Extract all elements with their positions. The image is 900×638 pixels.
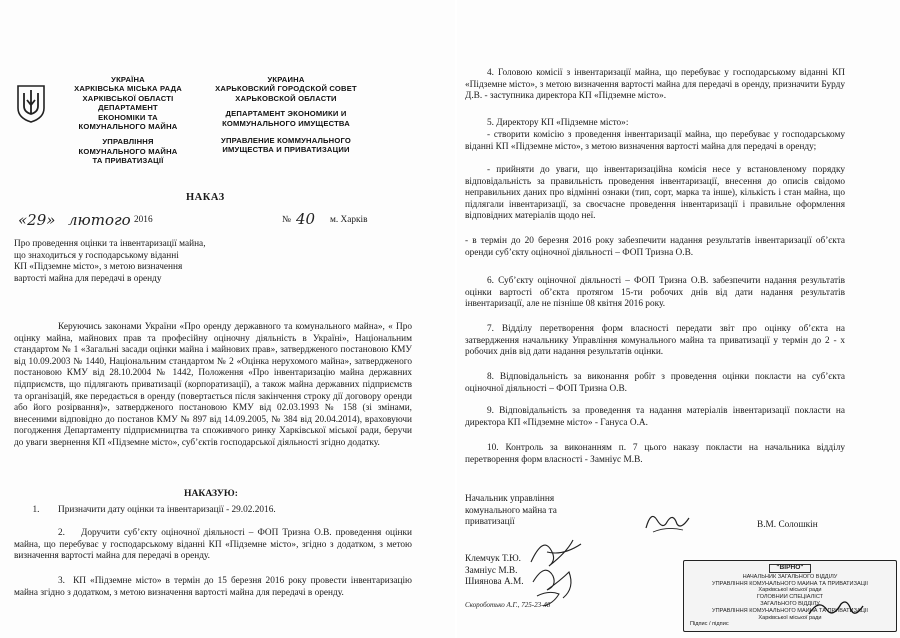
signature-position — [465, 494, 635, 529]
order-item-5-b: - прийняти до уваги, що інвентаризаційна комісія несе у встановленому порядку відповідальність за правильність проведення інвентаризації, внесення до описів свідомо неправильних даних про відмінні ознаки (тип, сорт, марка та інше), кількість і стан майна, що підлягали інвентаризації, за своєчасне проведення інвентаризації і правильне оформлення відповідних матеріалів щодо неї. — [465, 165, 845, 222]
stamp-footer: Підпис / підпис — [690, 621, 729, 628]
order-item-1 — [14, 505, 412, 517]
trident-coat-of-arms-icon — [16, 84, 46, 124]
header-line: КОММУНАЛЬНОГО ИМУЩЕСТВА — [222, 118, 350, 128]
stamp-signature-icon — [807, 596, 865, 622]
approval-signatures-icon — [523, 532, 589, 608]
item-text: Призначити дату оцінки та інвентаризації - 29.02.2016. — [58, 505, 276, 515]
header-line: УПРАВЛЕНИЕ КОММУНАЛЬНОГО — [221, 136, 351, 146]
order-item-5-a: - створити комісію з проведення інвентаризації майна, що перебуває у господарському віданні КП «Підземне місто», з метою визначення вартості майна для передачі в оренду; — [465, 130, 845, 152]
header-line: ДЕПАРТАМЕНТ — [98, 103, 158, 113]
stamp-line: УПРАВЛІННЯ КОМУНАЛЬНОГО МАЙНА ТА ПРИВАТИЗАЦІЇ — [712, 607, 868, 614]
order-year: 2016 — [134, 215, 153, 225]
header-line: ИМУЩЕСТВА И ПРИВАТИЗАЦИИ — [222, 145, 350, 155]
stamp-line: Харківської міської ради — [758, 614, 822, 621]
position-line: приватизації — [465, 517, 515, 528]
header-russian — [206, 75, 366, 155]
header-line: ТА ПРИВАТИЗАЦІЇ — [92, 156, 164, 166]
order-number-label: № — [282, 215, 291, 225]
head-signature-icon — [643, 508, 691, 534]
right-page — [457, 0, 900, 638]
order-subject — [14, 239, 274, 285]
stamp-line: НАЧАЛЬНИК ЗАГАЛЬНОГО ВІДДІЛУ — [742, 573, 838, 580]
position-line: Начальник управління — [465, 494, 555, 504]
executor-line: Скороботько А.Г., 725-23-48 — [465, 601, 551, 609]
header-line: ЕКОНОМІКИ ТА — [98, 112, 158, 122]
stamp-line: Харківської міської ради — [758, 587, 822, 594]
approval-name: Замніус М.В. — [465, 565, 518, 576]
header-line: УКРАИНА — [267, 75, 305, 84]
order-item-8: 8. Відповідальність за виконання робіт з проведення оцінки покласти на суб’єкта оціночної діяльності – ФОП Тризна О.В. — [465, 372, 845, 394]
header-line: КОМУНАЛЬНОГО МАЙНА — [78, 122, 178, 132]
preamble-paragraph: Керуючись законами України «Про оренду державного та комунального майна», « Про оцінку майна, майнових прав та професійну оціночну діяльність в Україні», Національним стандартом № 1 «Загальні засади оцінки майна і майнових прав», затвердженого постановою КМУ від 10.09.2003 № 1440, Національним стандартом № 2 «Оцінка нерухомого майна», затвердженого постановою КМУ від 28.10.2004 № 1442, Положення «Про інвентаризацію майна державних підприємств, що підлягають приватизації (корпоратизації), а також майна державних підприємств та організацій, яке передається в оренду (повертається після закінчення строку дії договору оренди або його розірвання)», затвердженого постановою КМУ від 02.03.1993 № 158 (зі змінами, внесеними відповідно до постанов КМУ № 897 від 14.09.2005, № 384 від 20.04.2014), враховуючи погодження Департаменту підприємництва та споживчого ринку Харківської міської ради, беручи до уваги звернення КП «Підземне місто», суб’єктів господарської діяльності згідно додатку. — [14, 322, 412, 448]
order-item-2 — [14, 528, 412, 563]
header-line: ХАРЬКОВСКИЙ ГОРОДСКОЙ СОВЕТ — [215, 84, 357, 94]
item-text: КП «Підземне місто» в термін до 15 березня 2016 року провести інвентаризацію майна згідно з додатком, з метою визначення вартості майна для передачі в оренду. — [14, 576, 412, 598]
header-line: УКРАЇНА — [111, 75, 145, 84]
approval-name: Клемчук Т.Ю. — [465, 554, 521, 564]
order-title: НАКАЗ — [186, 192, 225, 203]
item-text: Доручити суб’єкту оціночної діяльності – ФОП Тризна О.В. проведення оцінки майна, що перебуває у господарському віданні КП «Підземне місто», згідно з додатком, з метою визначення вартості майна для передачі в оренду. — [14, 528, 413, 562]
order-month: лютого — [68, 211, 131, 229]
order-item-5-head: 5. Директору КП «Підземне місто»: — [487, 118, 629, 128]
stamp-line: ЗАГАЛЬНОГО ВІДДІЛУ — [760, 600, 820, 607]
order-item-9: 9. Відповідальність за проведення та надання матеріалів інвентаризації покласти на директора КП «Підземне місто» - Гануса О.А. — [465, 406, 845, 428]
item-number: 1. — [32, 505, 40, 515]
stamp-line: УПРАВЛІННЯ КОМУНАЛЬНОГО МАЙНА ТА ПРИВАТИЗАЦІЇ — [712, 580, 868, 587]
header-line: ХАРЬКОВСКОЙ ОБЛАСТИ — [235, 93, 337, 103]
order-number: 40 — [296, 210, 316, 228]
item-number: 3. — [58, 576, 65, 586]
order-day: «29» — [18, 211, 56, 229]
subject-line: КП «Підземне місто», з метою визначення — [14, 262, 183, 273]
order-date-line — [14, 210, 454, 229]
subject-line: вартості майна для передачі в оренду — [14, 273, 162, 284]
order-city: м. Харків — [330, 215, 368, 225]
position-line: комунального майна та — [465, 505, 557, 516]
order-item-3 — [14, 576, 412, 599]
header-line: УПРАВЛІННЯ — [102, 137, 154, 147]
nakazuyu-heading: НАКАЗУЮ: — [184, 488, 238, 499]
approval-name: Шиянова А.М. — [465, 577, 524, 588]
header-line: КОМУНАЛЬНОГО МАЙНА — [78, 146, 178, 156]
order-item-5-c: - в термін до 20 березня 2016 року забезпечити надання результатів інвентаризації об’єкта оренди суб’єкту оціночної діяльності – ФОП Тризна О.В. — [465, 236, 845, 258]
item-number: 2. — [58, 528, 65, 538]
stamp-title: "ВІРНО" — [769, 564, 810, 573]
header-line: ДЕПАРТАМЕНТ ЭКОНОМИКИ И — [225, 109, 347, 119]
order-item-10: 10. Контроль за виконанням п. 7 цього наказу покласти на начальника відділу перетворення форм власності - Замніус М.В. — [465, 443, 845, 465]
head-name: В.М. Солошкін — [757, 520, 818, 530]
stamp-line: ГОЛОВНИЙ СПЕЦІАЛІСТ — [756, 594, 824, 601]
header-line: ХАРКІВСЬКОЇ ОБЛАСТІ — [82, 93, 174, 103]
subject-line: що знаходиться у господарському віданні — [14, 250, 179, 261]
order-item-4: 4. Головою комісії з інвентаризації майна, що перебуває у господарському віданні КП «Підземне місто», з метою визначення вартості майна для передачі в оренду, призначити Бурду Д.В. - заступника директора КП «Підземне місто». — [465, 68, 845, 102]
order-item-6: 6. Суб’єкту оціночної діяльності – ФОП Тризна О.В. забезпечити надання результатів оцінки вартості об’єкта протягом 15-ти робочих днів від дати надання результатів інвентаризації, але не пізніше 08 квітня 2016 року. — [465, 276, 845, 310]
subject-line: Про проведення оцінки та інвентаризації майна, — [14, 239, 206, 249]
header-ukrainian — [54, 75, 202, 166]
header-line: ХАРКІВСЬКА МІСЬКА РАДА — [74, 84, 182, 94]
order-item-7: 7. Відділу перетворення форм власності передати звіт про оцінку об’єкта на затвердження начальнику Управління комунального майна та приватизації у термін до 2 - х робочих днів від дати надання результатів оцінки. — [465, 324, 845, 358]
